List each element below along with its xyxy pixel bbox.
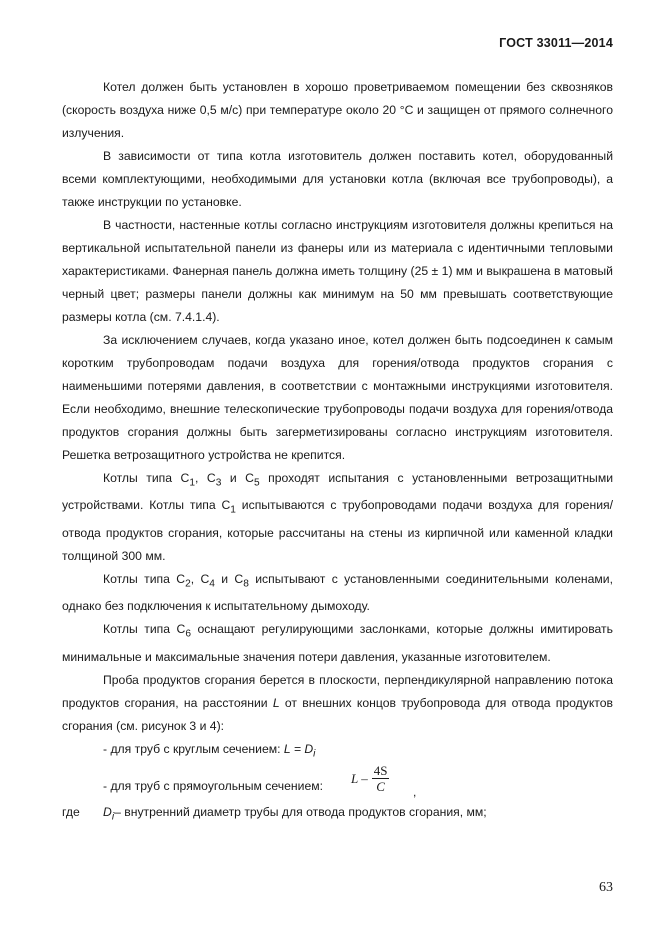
paragraph-ventilation: Котел должен быть установлен в хорошо проветриваемом помещении без сквозняков (скорость воздуха ниже 0,5 м/с) при температуре около 20 °С и защищен от прямого солнечного излучения. [62, 80, 613, 140]
paragraph-type-c6: Котлы типа $С_6$ оснащают регулирующими заслонками, которые должны имитировать минимальные и максимальные значения потери давления, указанные изготовителем. [62, 622, 613, 664]
where-definition: где $D_i-$ внутренний диаметр трубы для отвода продуктов сгорания, мм; [62, 805, 487, 823]
rectangular-formula: L – $\frac{4S}{C}$ , [351, 763, 417, 800]
page-number: 63 [599, 880, 613, 895]
paragraph-types-c1-c3-c5: Котлы типа $С_1$, $С_3$ и $С_5$ проходят испытания с установленными ветрозащитными устройствами. Котлы типа $С_1$ испытываются с трубопроводами подачи воздуха для горения/отвода продуктов сгорания, которые рассчитаны на стены из кирпичной или каменной кладки толщиной 300 мм. [62, 471, 614, 563]
document-body [62, 76, 613, 829]
list-item-rectangular: - для труб с прямоугольным сечением: L – $\frac{4S}{C}$ , [103, 763, 417, 800]
paragraph-connection: За исключением случаев, когда указано иное, котел должен быть подсоединен к самым коротким трубопроводам подачи воздуха для горения/отвода продуктов сгорания с наименьшими потерями давления, в соответствии с монтажными инструкциями изготовителя. Если необходимо, внешние телескопические трубопроводы подачи воздуха для горения/отвода продуктов сгорания должны быть загерметизированы согласно инструкциям изготовителя. Решетка ветрозащитного устройства не крепится. [62, 333, 613, 462]
paragraph-types-c2-c4-c8: Котлы типа $С_2$, $С_4$ и $С_8$ испытывают с установленными соединительными коленами, однако без подключения к испытательному дымоходу. [62, 571, 613, 614]
paragraph-sampling: Проба продуктов сгорания берется в плоскости, перпендикулярной направлению потока продуктов сгорания, на расстоянии L от внешних концов трубопровода для отвода продуктов сгорания (см. рисунок 3 и 4): [62, 672, 613, 733]
document-header: ГОСТ 33011—2014 [499, 36, 613, 50]
paragraph-wall-mounting: В частности, настенные котлы согласно инструкциям изготовителя должны крепиться на вертикальной испытательной панели из фанеры или из материала с идентичными тепловыми характеристиками. Фанерная панель должна иметь толщину (25 ± 1) мм и выкрашена в матовый черный цвет; размеры панели должны как минимум на 50 мм превышать соответствующие размеры котла (см. 7.4.1.4). [62, 218, 613, 324]
list-item-round: - для труб с круглым сечением: $L = D_i$ [103, 741, 316, 760]
paragraph-supply: В зависимости от типа котла изготовитель должен поставить котел, оборудованный всеми комплектующими, необходимыми для установки котла (включая все трубопроводы), а также инструкции по установке. [62, 149, 613, 209]
